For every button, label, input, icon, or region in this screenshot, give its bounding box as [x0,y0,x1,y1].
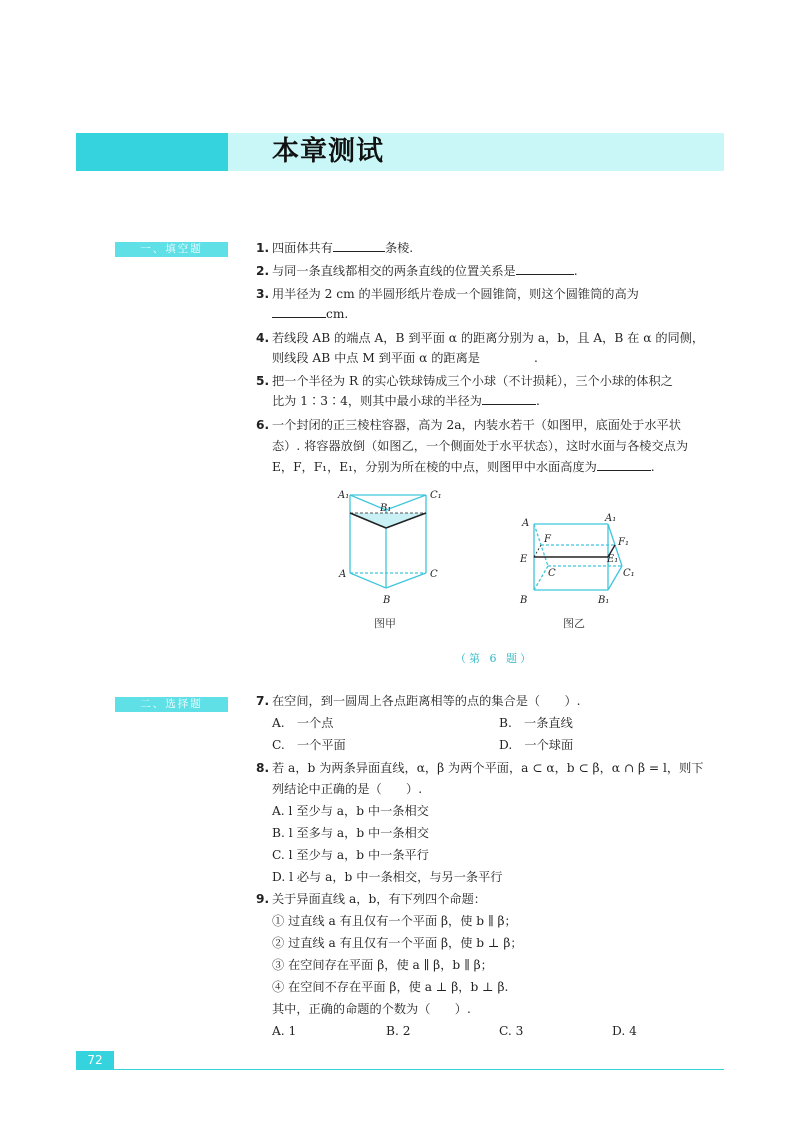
q8-option-d: D. l 必与 a，b 中一条相交，与另一条平行 [272,870,503,884]
section-label-choice: 二、选择题 [115,697,228,712]
question-number: 6. [256,418,270,432]
question-number: 3. [256,287,270,301]
fig2-label-E1: E₁ [607,554,619,565]
question-1 [256,239,413,258]
q8-option-c: C. l 至少与 a，b 中一条平行 [272,848,429,862]
answer-blank [480,349,534,362]
question-5 [256,372,673,391]
question-text: . [650,460,655,474]
fig2-label-B: B [520,595,528,606]
question-number: 5. [256,374,270,388]
question-text: 与同一条直线都相交的两条直线的位置关系是 [272,264,516,278]
section-label-fill-in: 一、填空题 [115,242,228,257]
chapter-banner-left [76,133,228,171]
fig2-label-A1: A₁ [605,513,617,524]
q9-proposition-2: ② 过直线 a 有且仅有一个平面 β，使 b ⊥ β； [272,936,523,950]
question-8 [256,759,703,778]
q9-option-d: D. 4 [612,1024,637,1038]
answer-blank [333,239,385,252]
question-7 [256,692,581,711]
question-6-line-2 [272,437,688,456]
q7-option-b: B. 一条直线 [499,716,573,730]
q9-option-b: B. 2 [386,1024,411,1038]
answer-blank [516,262,574,275]
question-3-line-2 [272,305,348,324]
chapter-title: 本章测试 [272,136,384,167]
fig2-label-B1: B₁ [598,595,610,606]
question-text: 把一个半径为 R 的实心铁球铸成三个小球（不计损耗），三个小球的体积之 [272,374,673,388]
figure-prism-upright [330,485,450,615]
fig1-label-A1: A₁ [338,490,350,501]
fig1-label-C: C [430,569,438,580]
q7-option-c: C. 一个平面 [272,738,346,752]
question-2 [256,262,578,281]
question-text: 四面体共有 [272,241,333,255]
q8-option-b: B. l 至多与 a，b 中一条相交 [272,826,429,840]
question-9 [256,890,486,909]
fig2-label-E: E [520,554,528,565]
fig1-label-C1: C₁ [430,490,442,501]
q7-option-d: D. 一个球面 [499,738,574,752]
question-6-line-3 [272,458,655,477]
question-8-line-2: 列结论中正确的是（ ）. [272,782,423,796]
question-text: . [573,264,578,278]
answer-blank [482,392,536,405]
question-4 [256,329,704,348]
question-text: E，F，F₁，E₁，分别为所在棱的中点，则图甲中水面高度为 [272,460,597,474]
fig2-label-F: F [544,534,551,545]
fig2-label-C1: C₁ [623,568,635,579]
q9-proposition-3: ③ 在空间存在平面 β，使 a ∥ β，b ∥ β； [272,958,493,972]
fig1-label-B1: B₁ [380,503,392,514]
question-number: 4. [256,331,270,345]
fig1-label-B: B [383,595,391,606]
answer-blank [597,458,651,471]
fig1-label-A: A [339,569,347,580]
fig2-label-C: C [548,568,556,579]
q8-option-a: A. l 至少与 a，b 中一条相交 [272,804,429,818]
fig2-label-F1: F₁ [618,537,629,548]
question-5-line-2 [272,392,540,411]
question-number: 2. [256,264,270,278]
fig2-label-A: A [522,518,530,529]
q7-option-a: A. 一个点 [272,716,334,730]
question-text: 在空间，到一圆周上各点距离相等的点的集合是（ ）. [272,694,581,708]
q9-proposition-4: ④ 在空间不存在平面 β，使 a ⊥ β，b ⊥ β. [272,980,509,994]
question-text: 一个封闭的正三棱柱容器，高为 2a，内装水若干（如图甲，底面处于水平状 [272,418,681,432]
question-number: 7. [256,694,270,708]
question-text: 用半径为 2 cm 的半圆形纸片卷成一个圆锥筒，则这个圆锥筒的高为 [272,287,639,301]
figure-group-caption: （第 6 题） [455,652,534,665]
q9-option-a: A. 1 [272,1024,297,1038]
question-text: cm. [326,307,349,321]
question-number: 8. [256,761,270,775]
question-text: . [535,394,540,408]
question-4-line-2 [272,349,538,368]
question-3 [256,285,639,304]
question-text: 若线段 AB 的端点 A，B 到平面 α 的距离分别为 a，b，且 A，B 在 α 的同侧， [272,331,705,345]
question-number: 9. [256,892,270,906]
question-text: 则线段 AB 中点 M 到平面 α 的距离是 [272,351,480,365]
question-6 [256,416,681,435]
q9-option-c: C. 3 [499,1024,524,1038]
question-number: 1. [256,241,270,255]
page-number: 72 [76,1051,114,1070]
figure-caption-1: 图甲 [374,617,396,630]
q9-proposition-1: ① 过直线 a 有且仅有一个平面 β，使 b ∥ β； [272,914,517,928]
question-text: . [533,351,538,365]
figure-caption-2: 图乙 [563,617,585,630]
question-text: 若 a，b 为两条异面直线，α，β 为两个平面，a ⊂ α，b ⊂ β，α ∩ β = l，则下 [272,761,704,775]
question-text: 比为 1∶3∶4，则其中最小球的半径为 [272,394,482,408]
q9-ask: 其中，正确的命题的个数为（ ）. [272,1002,471,1016]
question-text: 关于异面直线 a，b，有下列四个命题： [272,892,486,906]
figure-prism-lying [514,510,644,610]
answer-blank [272,305,326,318]
footer-rule [114,1069,724,1070]
question-text: 态）. 将容器放倒（如图乙，一个侧面处于水平状态），这时水面与各棱交点为 [272,439,689,453]
question-text: 条棱. [384,241,414,255]
